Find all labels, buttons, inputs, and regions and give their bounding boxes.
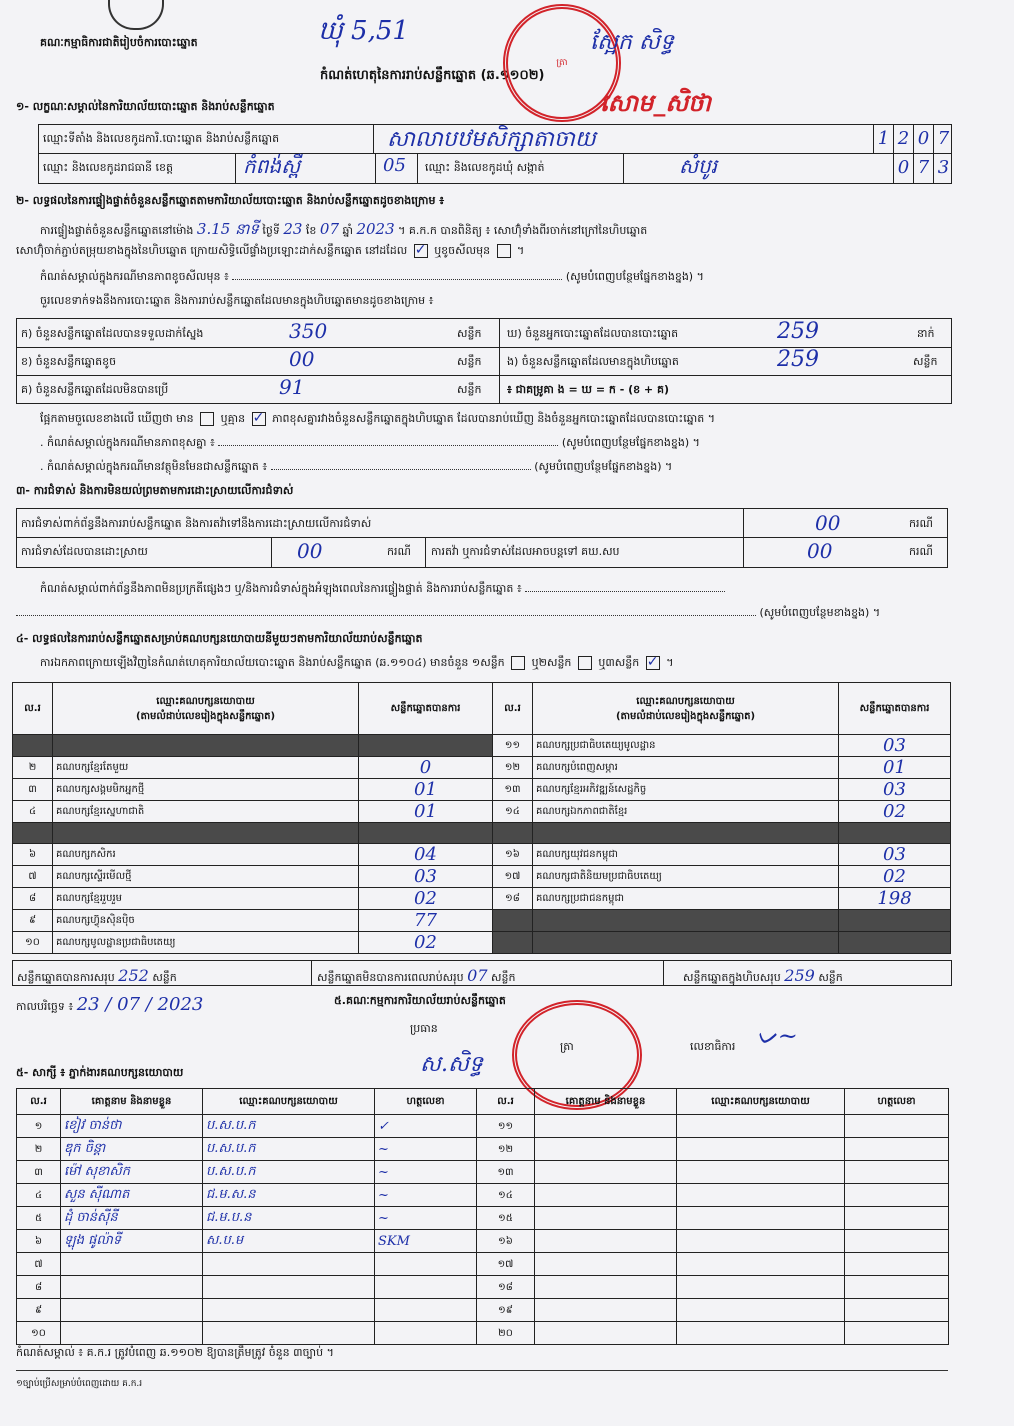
witness-left-party: ស.ប.ម <box>203 1230 375 1253</box>
witness-right-name <box>535 1207 677 1230</box>
witness-right-party <box>677 1276 845 1299</box>
resolved-unit: ករណី <box>387 545 411 558</box>
witness-left-party: ជ.ម.ស.ន <box>203 1184 375 1207</box>
witness-right-name <box>535 1322 677 1345</box>
result-left-votes: 04 <box>359 844 493 866</box>
code-digit: 2 <box>893 125 913 153</box>
col-party-left <box>53 683 359 735</box>
witness-left-sig <box>375 1276 477 1299</box>
result-right-name: គណបក្សប្រជាធិបតេយ្យមូលដ្ឋាន <box>533 735 839 757</box>
witness-left-name <box>61 1322 203 1345</box>
witness-row <box>17 1230 949 1253</box>
result-left-votes <box>359 823 493 844</box>
witness-row <box>17 1299 949 1322</box>
witness-right-name <box>535 1230 677 1253</box>
result-right-votes: 03 <box>839 844 951 866</box>
total-invalid <box>317 966 515 987</box>
witness-left-no: ១០ <box>17 1322 61 1345</box>
witness-row <box>17 1138 949 1161</box>
ngo-unit: សន្លឹក <box>913 355 938 368</box>
result-left-no: ៩ <box>13 910 53 932</box>
seal-label: សោហ៊ុំចាក់ភ្ជាប់តម្រុយខាងក្នុងនៃហិបឆ្នោត ក្រោយសិទ្ធិលើផ្ទាំងប្រឡោះដាក់សន្លឹកឆ្នោត នៅដដែល <box>16 244 408 257</box>
hw-month: 07 <box>319 220 339 238</box>
witness-left-sig <box>375 1322 477 1345</box>
witness-right-no: ១៤ <box>477 1184 535 1207</box>
annex-label: ការឯកភាពក្រោយឡើងវិញនៃកំណត់ហេតុការិយាល័យបោះឆ្នោត និងរាប់សន្លឹកឆ្នោត (ឆ.១១០៤) មានចំនួន ១សន្លឹក <box>40 656 505 669</box>
witness-left-name: ឡុង ផូល៉ាទី <box>61 1230 203 1253</box>
irregularity-label: កំណត់សម្គាល់ពាក់ព័ន្ធនឹងភាពមិនប្រក្រតីផ្សេងៗ ឬ/និងការជំទាស់ក្នុងអំឡុងពេលនៃការផ្ទៀងផ្ទាត់ និងការរាប់សន្លឹកឆ្នោត ៖ <box>40 582 522 595</box>
result-right-name <box>533 823 839 844</box>
result-row <box>13 757 951 779</box>
figures-table <box>16 318 952 404</box>
witness-right-party <box>677 1184 845 1207</box>
witness-right-name <box>535 1161 677 1184</box>
result-right-name: គណបក្សប្រជាជនកម្ពុជា <box>533 888 839 910</box>
broken-label: ឬខូចសីលមុន <box>434 244 491 257</box>
annex-line: ការឯកភាពក្រោយឡើងវិញនៃកំណត់ហេតុការិយាល័យបោះឆ្នោត និងរាប់សន្លឹកឆ្នោត (ឆ.១១០៤) មានចំនួន ១សន្លឹក ឬ២សន្លឹក ឬ៣សន្លឹក ✓ ។ <box>40 654 674 670</box>
result-left-votes: 0 <box>359 757 493 779</box>
committee-name: គណៈកម្មាធិការជាតិរៀបចំការបោះឆ្នោត <box>40 36 198 49</box>
broken-checkbox[interactable] <box>497 244 511 258</box>
result-left-votes: 77 <box>359 910 493 932</box>
witness-right-no: ១១ <box>477 1115 535 1138</box>
code-digit: 0 <box>913 125 933 153</box>
witness-left-party: ជ.ម.ប.ន <box>203 1207 375 1230</box>
result-row <box>13 932 951 954</box>
witness-left-name <box>61 1253 203 1276</box>
result-left-no: ៤ <box>13 801 53 823</box>
col-no-right: ល.រ <box>493 683 533 735</box>
witness-left-party: ប.ស.ប.ក <box>203 1138 375 1161</box>
witness-right-no: ១២ <box>477 1138 535 1161</box>
chair-label: ប្រធាន <box>410 1022 438 1035</box>
footer: ១ច្បាប់ប្រើសម្រាប់បំពេញដោយ គ.ក.រ <box>16 1379 143 1389</box>
result-row <box>13 888 951 910</box>
form-title: កំណត់ហេតុនៃការរាប់សន្លឹកឆ្នោត (ឆ.១១០២) <box>320 68 545 83</box>
note-object-line <box>40 460 672 476</box>
difference-yes-checkbox[interactable] <box>200 412 214 426</box>
witness-right-no: ១៩ <box>477 1299 535 1322</box>
kho-label: ឃ) ចំនួនអ្នកបោះឆ្នោតដែលបានបោះឆ្នោត <box>507 327 679 340</box>
code-digit: 7 <box>933 125 953 153</box>
witness-col-party: ឈ្មោះគណបក្សនយោបាយ <box>677 1089 845 1115</box>
witness-row <box>17 1207 949 1230</box>
witness-right-name <box>535 1138 677 1161</box>
result-right-no <box>493 823 533 844</box>
result-right-no: ១៧ <box>493 866 533 888</box>
hw-commune-number: ឃុំ 5,51 <box>318 16 409 46</box>
witness-left-no: ៤ <box>17 1184 61 1207</box>
result-right-name: គណបក្សឯកភាពជាតិខ្មែរ <box>533 801 839 823</box>
result-left-name <box>53 735 359 757</box>
note-difference-line <box>40 436 700 452</box>
witness-left-name: ដុំ ចាន់ស៊ីនី <box>61 1207 203 1230</box>
witness-right-no: ១៦ <box>477 1230 535 1253</box>
complaints-table <box>16 508 948 568</box>
witness-right-sig <box>845 1184 949 1207</box>
location-code <box>873 125 953 153</box>
difference-no-checkbox[interactable]: ✓ <box>252 410 265 426</box>
result-row <box>13 823 951 844</box>
result-row <box>13 910 951 932</box>
complaints-unit: ករណី <box>909 517 933 530</box>
total-invalid-value: 07 <box>467 966 488 985</box>
result-right-votes <box>839 932 951 954</box>
witness-left-sig: ~ <box>375 1184 477 1207</box>
difference-no-label: ឬគ្មាន <box>220 412 246 425</box>
ko-label: គ) ចំនួនសន្លឹកឆ្នោតដែលមិនបានប្រើ <box>21 383 169 396</box>
section2-heading: ២- លទ្ធផលនៃការផ្ទៀងផ្ទាត់ចំនួនសន្លឹកឆ្នោតតាមការិយាល័យបោះឆ្នោត និងរាប់សន្លឹកឆ្នោតដូចខាងក្រោម ៖ <box>16 194 445 207</box>
committee-logo <box>108 0 164 30</box>
witness-row <box>17 1115 949 1138</box>
witness-row <box>17 1161 949 1184</box>
result-right-no: ១៨ <box>493 888 533 910</box>
section3-heading: ៣- ការជំទាស់ និងការមិនយល់ព្រមតាមការដោះស្រាយលើការជំទាស់ <box>16 484 294 497</box>
ko-value: 91 <box>279 375 305 399</box>
result-left-votes: 02 <box>359 932 493 954</box>
seal-note-end: (សូមបំពេញបន្ថែមផ្នែកខាងខ្នង) ។ <box>565 270 704 283</box>
witness-left-party: ប.ស.ប.ក <box>203 1161 375 1184</box>
result-left-name: គណបក្សមូលដ្ឋានប្រជាធិបតេយ្យ <box>53 932 359 954</box>
result-right-votes: 01 <box>839 757 951 779</box>
witness-right-no: ១៥ <box>477 1207 535 1230</box>
witness-right-party <box>677 1161 845 1184</box>
witness-col-name: គោត្តនាម និងនាមខ្លួន <box>61 1089 203 1115</box>
section1-heading: ១- លក្ខណៈសម្គាល់នៃការិយាល័យបោះឆ្នោត និងរាប់សន្លឹកឆ្នោត <box>16 100 275 113</box>
witness-right-no: ១៨ <box>477 1276 535 1299</box>
witness-left-party <box>203 1253 375 1276</box>
witness-right-party <box>677 1322 845 1345</box>
result-left-votes <box>359 735 493 757</box>
witness-left-no: ៨ <box>17 1276 61 1299</box>
witness-right-sig <box>845 1322 949 1345</box>
result-right-votes: 03 <box>839 779 951 801</box>
witness-col-no: ល.រ <box>477 1089 535 1115</box>
witness-col-name: គោត្តនាម និងនាមខ្លួន <box>535 1089 677 1115</box>
intact-checkbox[interactable]: ✓ <box>414 242 427 258</box>
hw-time: 3.15 នាទី <box>196 220 259 238</box>
totals-row <box>12 960 952 986</box>
formula: ៖ ជាគម្រូគា ង = ឃ = ក - (ខ + គ) <box>507 383 669 396</box>
hw-day: 23 <box>283 220 303 238</box>
result-left-no <box>13 823 53 844</box>
section5-heading: ៥- សាក្សី ៖ ភ្នាក់ងារគណបក្សនយោបាយ <box>16 1066 184 1079</box>
col-party-sub: (តាមលំដាប់លេខរៀងក្នុងសន្លឹកឆ្នោត) <box>135 710 276 722</box>
secretary-label: លេខាធិការ <box>690 1040 736 1053</box>
witness-right-name <box>535 1276 677 1299</box>
seal-note-line <box>40 270 704 286</box>
irregularity-note <box>40 582 725 598</box>
province-value: កំពង់ស្ពឺ <box>243 154 301 178</box>
figures-intro: ចួរលេខទាក់ទងនឹងការបោះឆ្នោត និងការរាប់សន្លឹកឆ្នោតដែលមានក្នុងហិបឆ្នោតមានដូចខាងក្រោម ៖ <box>40 294 434 307</box>
witness-left-sig: SKM <box>375 1230 477 1253</box>
witness-row <box>17 1276 949 1299</box>
witness-left-no: ៦ <box>17 1230 61 1253</box>
annex-3-label: ឬ៣សន្លឹក <box>598 656 640 669</box>
result-right-no: ១៣ <box>493 779 533 801</box>
result-right-name: គណបក្សខ្មែរអភិវឌ្ឍន៍សេដ្ឋកិច្ច <box>533 779 839 801</box>
province-label: ឈ្មោះ និងលេខកូដរាជធានី ខេត្ត <box>43 161 173 174</box>
result-left-name <box>53 823 359 844</box>
witness-right-sig <box>845 1138 949 1161</box>
complaints-label: ការជំទាស់ពាក់ព័ន្ធនឹងការរាប់សន្លឹកឆ្នោត និងការតវ៉ាទៅនឹងការដោះស្រាយលើការជំទាស់ <box>21 517 372 530</box>
code-digit: 3 <box>933 153 953 183</box>
witness-right-sig <box>845 1299 949 1322</box>
appeal-unit: ករណី <box>909 545 933 558</box>
irregularity-line2 <box>16 606 880 622</box>
section4-heading: ៤- លទ្ធផលនៃការរាប់សន្លឹកឆ្នោតសម្រាប់គណបក្សនយោបាយនីមួយៗតាមការិយាល័យរាប់សន្លឹកឆ្នោត <box>16 632 423 645</box>
hw-red-name: សោម_សិថា <box>600 88 712 117</box>
result-right-no <box>493 932 533 954</box>
witness-right-sig <box>845 1115 949 1138</box>
total-box-value: 259 <box>784 966 815 985</box>
location-value: សាលាបឋមសិក្សាតាចាយ <box>387 127 596 152</box>
result-left-votes: 02 <box>359 888 493 910</box>
witness-right-no: ២០ <box>477 1322 535 1345</box>
witness-row <box>17 1184 949 1207</box>
location-label: ឈ្មោះទីតាំង និងលេខកូដការិ.បោះឆ្នោត និងរាប់សន្លឹកឆ្នោត <box>43 132 280 145</box>
result-left-name: គណបក្សខ្មែររួបរួម <box>53 888 359 910</box>
difference-label: ផ្អែកតាមចួលេខខាងលើ ឃើញថា មាន <box>40 412 194 425</box>
witness-left-no: ១ <box>17 1115 61 1138</box>
seal-line: សោហ៊ុំចាក់ភ្ជាប់តម្រុយខាងក្នុងនៃហិបឆ្នោត ក្រោយសិទ្ធិលើផ្ទាំងប្រឡោះដាក់សន្លឹកឆ្នោត នៅដដែល ✓ ឬខូចសីលមុន ។ <box>16 242 525 258</box>
result-right-votes: 03 <box>839 735 951 757</box>
witness-left-name: ម៉ៅ សុខាសិក <box>61 1161 203 1184</box>
date-line <box>16 994 203 1016</box>
code-digit: 0 <box>893 153 913 183</box>
result-right-name: គណបក្សបំពេញសម្ភារ <box>533 757 839 779</box>
check-time-rest: ។ គ.ក.ក បានពិនិត្យ ៖ សោហ៊ុំទាំងពីរចាក់នៅក្រៅនៃហិបឆ្នោត <box>398 224 648 237</box>
witness-right-no: ១៣ <box>477 1161 535 1184</box>
witness-left-sig: ~ <box>375 1161 477 1184</box>
results-table <box>12 682 951 954</box>
irregularity-end: (សូមបំពេញបន្ថែមខាងខ្នង) ។ <box>759 606 881 619</box>
kha-value: 00 <box>289 347 315 371</box>
witness-right-party <box>677 1299 845 1322</box>
result-left-name: គណបក្សហ៊្វុនស៊ិនប៉ិច <box>53 910 359 932</box>
witness-left-name <box>61 1299 203 1322</box>
witness-right-name <box>535 1299 677 1322</box>
witness-right-party <box>677 1230 845 1253</box>
col-votes-left: សន្លឹកឆ្នោតបានការ <box>359 683 493 735</box>
witness-left-party <box>203 1276 375 1299</box>
note-difference-end: (សូមបំពេញបន្ថែមផ្នែកខាងខ្នង) ។ <box>561 436 700 449</box>
result-right-no <box>493 910 533 932</box>
date-value: 23 / 07 / 2023 <box>76 994 204 1015</box>
witness-right-party <box>677 1115 845 1138</box>
commune-label: ឈ្មោះ និងលេខកូដឃុំ សង្កាត់ <box>425 161 545 174</box>
witness-left-sig <box>375 1253 477 1276</box>
ko-unit: សន្លឹក <box>457 383 482 396</box>
result-left-no: ៣ <box>13 779 53 801</box>
date-label: កាលបរិច្ឆេទ ៖ <box>16 1000 74 1013</box>
seal-label: ត្រា <box>560 1040 574 1053</box>
code-digit: 1 <box>873 125 893 153</box>
result-left-name: គណបក្សខ្មែរតែមួយ <box>53 757 359 779</box>
result-right-name: គណបក្សជាតិនិយមប្រជាធិបតេយ្យ <box>533 866 839 888</box>
result-right-no: ១២ <box>493 757 533 779</box>
witness-row <box>17 1253 949 1276</box>
result-left-name: គណបក្សសង្គមមិកអ្នកថ្មី <box>53 779 359 801</box>
witness-right-no: ១៧ <box>477 1253 535 1276</box>
hw-year: 2023 <box>356 220 395 238</box>
annex-2-label: ឬ២សន្លឹក <box>531 656 572 669</box>
ka-unit: សន្លឹក <box>457 327 482 340</box>
kho-value: 259 <box>777 319 819 344</box>
complaints-value: 00 <box>815 511 841 535</box>
province-code: 05 <box>383 155 406 176</box>
check-time-line: ការផ្ទៀងផ្ទាត់ចំនួនសន្លឹកឆ្នោតនៅម៉ោង 3.15 នាទី ថ្ងៃទី 23 ខែ 07 ឆ្នាំ 2023 ។ គ.ក.ក បានពិនិត្យ ៖ សោហ៊ុំទាំងពីរចាក់នៅក្រៅនៃហិបឆ្នោត <box>40 220 648 238</box>
resolved-label: ការជំទាស់ដែលបានដោះស្រាយ <box>21 545 148 558</box>
witness-right-sig <box>845 1207 949 1230</box>
note-object-end: (សូមបំពេញបន្ថែមផ្នែកខាងខ្នង) ។ <box>534 460 673 473</box>
witness-left-no: ២ <box>17 1138 61 1161</box>
col-party-title: ឈ្មោះគណបក្សនយោបាយ <box>636 695 735 707</box>
witness-left-party: ប.ស.ប.ក <box>203 1115 375 1138</box>
kha-label: ខ) ចំនួនសន្លឹកឆ្នោតខូច <box>21 355 117 368</box>
witness-right-sig <box>845 1276 949 1299</box>
witness-left-no: ៣ <box>17 1161 61 1184</box>
witness-col-sig: ហត្ថលេខា <box>845 1089 949 1115</box>
total-invalid-unit: សន្លឹក <box>491 971 516 984</box>
witness-left-party <box>203 1322 375 1345</box>
ngo-label: ង) ចំនួនសន្លឹកឆ្នោតដែលមានក្នុងហិបឆ្នោត <box>507 355 679 368</box>
note-difference-label: . កំណត់សម្គាល់ក្នុងករណីមានភាពខុសគ្នា ៖ <box>40 436 215 449</box>
total-valid-unit: សន្លឹក <box>152 971 177 984</box>
witness-left-no: ៩ <box>17 1299 61 1322</box>
appeal-label: ការតវ៉ា ឬការជំទាស់ដែលអាចបន្តទៅ គឃ.សប <box>431 545 620 558</box>
witness-left-name: សួន ស៊ីណាត <box>61 1184 203 1207</box>
total-box <box>683 966 843 987</box>
counting-committee: ៥.គណៈកម្មការការិយាល័យរាប់សន្លឹកឆ្នោត <box>334 994 506 1007</box>
result-left-name: គណបក្សស្ទើរមើលថ្មី <box>53 866 359 888</box>
result-right-name <box>533 910 839 932</box>
witness-right-sig <box>845 1161 949 1184</box>
result-left-name: គណបក្សខ្មែរស្នេហាជាតិ <box>53 801 359 823</box>
witness-left-party <box>203 1299 375 1322</box>
footnote: កំណត់សម្គាល់ ៖ គ.ក.រ ត្រូវបំពេញ ឆ.១១០២ ឱ្យបានត្រឹមត្រូវ ចំនួន ៣ច្បាប់ ។ <box>16 1346 334 1359</box>
witness-col-sig: ហត្ថលេខា <box>375 1089 477 1115</box>
result-row <box>13 866 951 888</box>
witness-left-sig: ✓ <box>375 1115 477 1138</box>
witness-row <box>17 1322 949 1345</box>
witness-left-name: ខៀវ ចាន់ថា <box>61 1115 203 1138</box>
witness-right-sig <box>845 1253 949 1276</box>
witness-right-party <box>677 1253 845 1276</box>
result-right-votes: 02 <box>839 866 951 888</box>
result-row <box>13 801 951 823</box>
seal-note-label: កំណត់សម្គាល់ក្នុងករណីមានភាពខូចសីលមុន ៖ <box>40 270 229 283</box>
result-left-no: ២ <box>13 757 53 779</box>
col-party-sub: (តាមលំដាប់លេខរៀងក្នុងសន្លឹកឆ្នោត) <box>615 710 756 722</box>
result-right-votes: 02 <box>839 801 951 823</box>
result-left-no: ៦ <box>13 844 53 866</box>
result-right-no: ១៤ <box>493 801 533 823</box>
result-right-votes: 198 <box>839 888 951 910</box>
witness-right-name <box>535 1184 677 1207</box>
ngo-value: 259 <box>777 347 819 372</box>
difference-rest: ភាពខុសគ្នារវាងចំនួនសន្លឹកឆ្នោតក្នុងហិបឆ្នោត ដែលបានរាប់ឃើញ និងចំនួនអ្នកបោះឆ្នោតដែលបានបោះឆ្នោត ។ <box>272 412 715 425</box>
kho-unit: នាក់ <box>917 327 935 340</box>
col-party-title: ឈ្មោះគណបក្សនយោបាយ <box>156 695 255 707</box>
witness-right-sig <box>845 1230 949 1253</box>
witness-left-sig: ~ <box>375 1138 477 1161</box>
result-left-no: ៧ <box>13 866 53 888</box>
total-valid <box>17 966 177 987</box>
commune-value: សំបូរ <box>679 154 718 178</box>
total-invalid-label: សន្លឹកឆ្នោតមិនបានការពេលរាប់សរុប <box>317 971 464 984</box>
col-no-left: ល.រ <box>13 683 53 735</box>
result-left-no <box>13 735 53 757</box>
result-right-name <box>533 932 839 954</box>
check-time-label: ការផ្ទៀងផ្ទាត់ចំនួនសន្លឹកឆ្នោតនៅម៉ោង <box>40 224 194 237</box>
result-right-name: គណបក្សយុវជនកម្ពុជា <box>533 844 839 866</box>
witness-col-party: ឈ្មោះគណបក្សនយោបាយ <box>203 1089 375 1115</box>
total-box-unit: សន្លឹក <box>818 971 843 984</box>
commune-code <box>893 153 953 183</box>
witness-table <box>16 1088 949 1345</box>
result-left-no: ១០ <box>13 932 53 954</box>
result-right-votes <box>839 910 951 932</box>
total-valid-value: 252 <box>118 966 149 985</box>
official-stamp-top: ត្រា <box>503 4 621 122</box>
result-left-no: ៨ <box>13 888 53 910</box>
result-left-votes: 03 <box>359 866 493 888</box>
difference-line <box>40 412 715 428</box>
result-right-votes <box>839 823 951 844</box>
witness-right-party <box>677 1138 845 1161</box>
witness-left-no: ៧ <box>17 1253 61 1276</box>
kha-unit: សន្លឹក <box>457 355 482 368</box>
ka-label: ក) ចំនួនសន្លឹកឆ្នោតដែលបានទទួលដាក់ស្នែង <box>21 327 204 340</box>
result-row <box>13 735 951 757</box>
result-left-name: គណបក្សកសិករ <box>53 844 359 866</box>
col-votes-right: សន្លឹកឆ្នោតបានការ <box>839 683 951 735</box>
result-left-votes: 01 <box>359 779 493 801</box>
witness-left-sig: ~ <box>375 1207 477 1230</box>
ka-value: 350 <box>289 319 328 343</box>
result-right-no: ១១ <box>493 735 533 757</box>
total-box-label: សន្លឹកឆ្នោតក្នុងហិបសរុប <box>683 971 781 984</box>
annex-1-checkbox[interactable] <box>511 656 525 670</box>
hw-secretary-signature: ᨆ~ <box>756 1022 798 1050</box>
note-object-label: . កំណត់សម្គាល់ក្នុងករណីមានវត្ថុមិនមែនជាសន្លឹកឆ្នោត ៖ <box>40 460 268 473</box>
result-right-no: ១៦ <box>493 844 533 866</box>
appeal-value: 00 <box>807 539 833 563</box>
witness-right-party <box>677 1207 845 1230</box>
witness-right-name <box>535 1253 677 1276</box>
witness-left-name <box>61 1276 203 1299</box>
total-valid-label: សន្លឹកឆ្នោតបានការសរុប <box>17 971 115 984</box>
witness-right-name <box>535 1115 677 1138</box>
witness-left-name: ឌុក ចិន្តា <box>61 1138 203 1161</box>
witness-col-no: ល.រ <box>17 1089 61 1115</box>
hw-chair-signature: ស.សិទ្ធ <box>420 1052 483 1077</box>
resolved-value: 00 <box>297 539 323 563</box>
code-digit: 7 <box>913 153 933 183</box>
section1-table <box>38 124 952 184</box>
annex-3-checkbox[interactable]: ✓ <box>646 654 659 670</box>
result-row <box>13 844 951 866</box>
result-row <box>13 779 951 801</box>
annex-2-checkbox[interactable] <box>578 656 592 670</box>
witness-left-no: ៥ <box>17 1207 61 1230</box>
col-party-right <box>533 683 839 735</box>
hw-signature-top: ស្អែក សិទ្ធ <box>590 30 674 55</box>
witness-left-sig <box>375 1299 477 1322</box>
result-left-votes: 01 <box>359 801 493 823</box>
